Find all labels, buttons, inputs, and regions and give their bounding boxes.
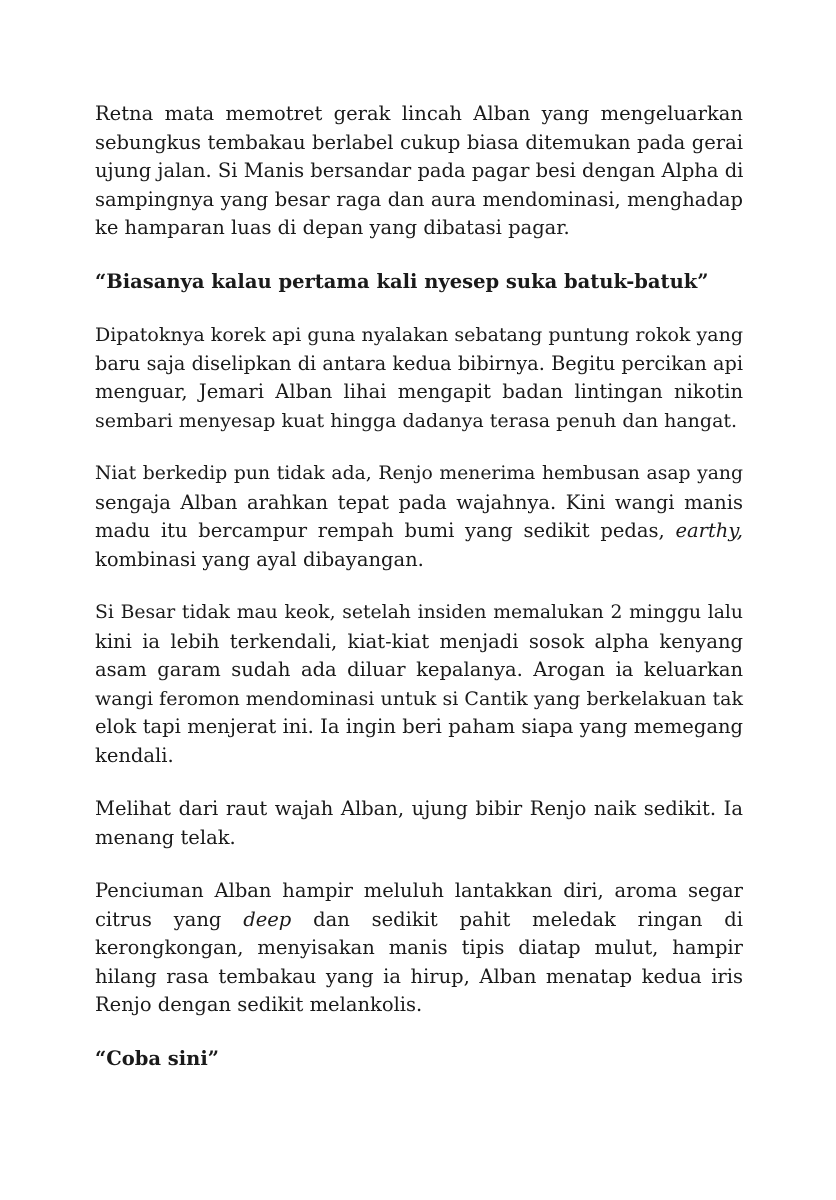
paragraph-line: Melihat dari raut wajah Alban, ujung bibir Renjo naik sedikit. Ia	[95, 797, 743, 820]
paragraph-line: baru saja diselipkan di antara kedua bibirnya. Begitu percikan api	[95, 351, 743, 375]
document-page	[95, 100, 743, 1098]
paragraph-text: dan sedikit pahit meledak ringan di	[313, 907, 743, 931]
paragraph-line: wangi feromon mendominasi untuk si Cantik yang berkelakuan tak	[95, 687, 743, 710]
paragraph-line	[95, 517, 743, 546]
paragraph-line: Niat berkedip pun tidak ada, Renjo menerima hembusan asap yang	[95, 463, 743, 484]
paragraph-line: Dipatoknya korek api guna nyalakan sebatang puntung rokok yang	[95, 324, 743, 346]
paragraph-line: sebungkus tembakau berlabel cukup biasa ditemukan pada gerai	[95, 130, 743, 154]
paragraph-line: asam garam sudah ada diluar kepalanya. Arogan ia keluarkan	[95, 658, 743, 681]
paragraph-line: Penciuman Alban hampir meluluh lantakkan diri, aroma segar	[95, 879, 743, 902]
paragraph-line: sengaja Alban arahkan tepat pada wajahnya. Kini wangi manis	[95, 490, 743, 514]
italic-word: earthy,	[675, 519, 743, 542]
paragraph-line: menang telak.	[95, 825, 236, 849]
paragraph-line: kendali.	[95, 743, 174, 767]
paragraph-text: madu itu bercampur rempah bumi yang sedikit pedas,	[95, 519, 665, 542]
paragraph-4	[95, 599, 743, 770]
paragraph-line: hilang rasa tembakau yang ia hirup, Alban menatap kedua iris	[95, 964, 743, 988]
paragraph-2	[95, 321, 743, 435]
italic-word: deep	[243, 907, 292, 931]
paragraph-line: Si Besar tidak mau keok, setelah insiden memalukan 2 minggu lalu	[95, 602, 743, 623]
paragraph-line: ujung jalan. Si Manis bersandar pada pagar besi dengan Alpha di	[95, 159, 744, 182]
paragraph-3	[95, 460, 743, 574]
paragraph-1	[95, 100, 743, 243]
paragraph-line: kerongkongan, menyisakan manis tipis diatap mulut, hampir	[95, 936, 743, 959]
paragraph-6	[95, 877, 743, 1020]
paragraph-text: citrus yang	[95, 907, 222, 931]
paragraph-line	[95, 906, 743, 935]
paragraph-line: kombinasi yang ayal dibayangan.	[95, 547, 424, 571]
paragraph-line: menguar, Jemari Alban lihai mengapit badan lintingan nikotin	[95, 380, 743, 403]
paragraph-line: ke hamparan luas di depan yang dibatasi pagar.	[95, 216, 570, 239]
paragraph-line: Retna mata memotret gerak lincah Alban yang mengeluarkan	[95, 102, 743, 125]
paragraph-line: kini ia lebih terkendali, kiat-kiat menjadi sosok alpha kenyang	[95, 629, 743, 653]
paragraph-line: Renjo dengan sedikit melankolis.	[95, 993, 423, 1016]
paragraph-line: sembari menyesap kuat hingga dadanya terasa penuh dan hangat.	[95, 409, 738, 432]
paragraph-line: elok tapi menjerat ini. Ia ingin beri paham siapa yang memegang	[95, 715, 743, 738]
paragraph-line: sampingnya yang besar raga dan aura mendominasi, menghadap	[95, 187, 743, 211]
dialogue-line-2: “Coba sini”	[95, 1046, 219, 1070]
dialogue-line-1: “Biasanya kalau pertama kali nyesep suka batuk-batuk”	[95, 269, 709, 293]
paragraph-5	[95, 795, 743, 852]
